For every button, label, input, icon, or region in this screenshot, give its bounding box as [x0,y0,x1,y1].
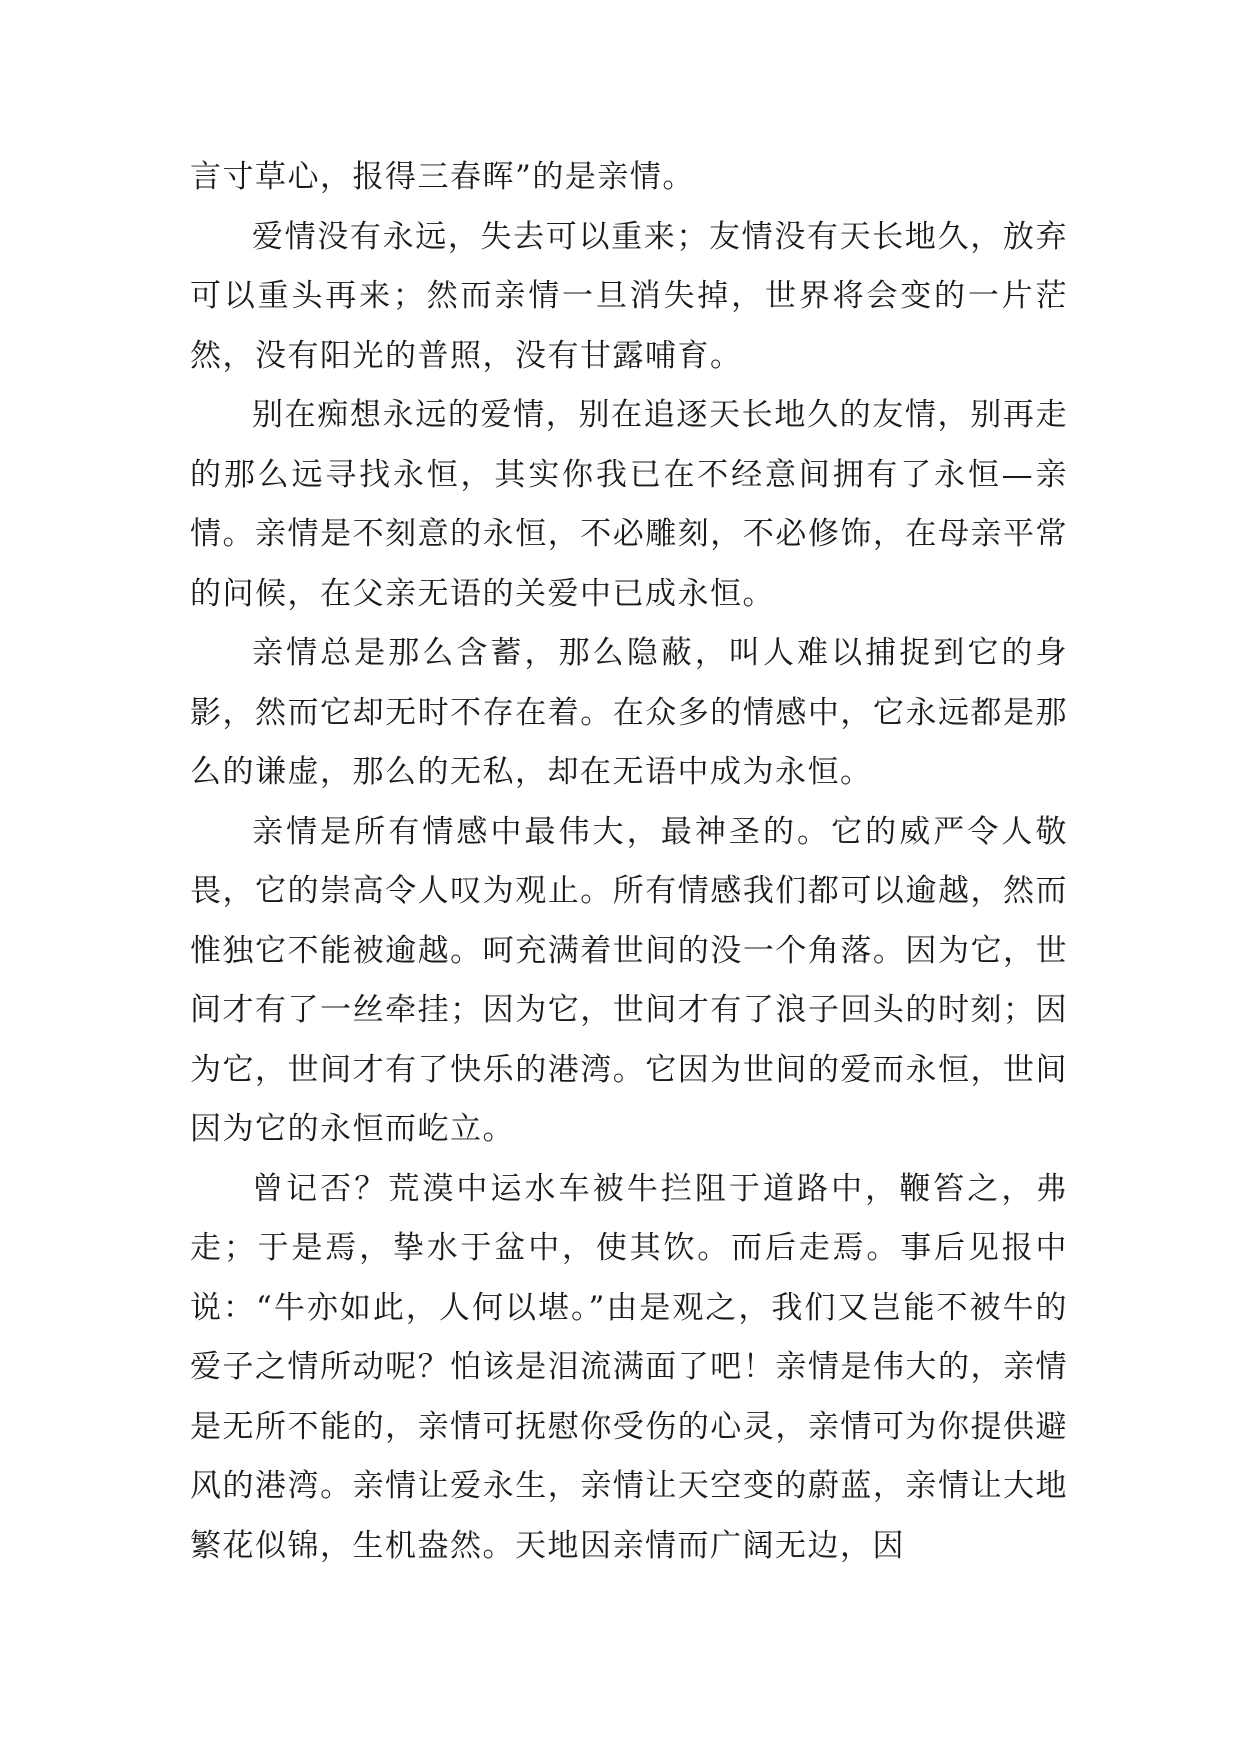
paragraph-5: 亲情是所有情感中最伟大，最神圣的。它的威严令人敬畏，它的崇高令人叹为观止。所有情感我们都可以逾越，然而惟独它不能被逾越。呵充满着世间的没一个角落。因为它，世间才有了一丝牵挂；因为它，世间才有了浪子回头的时刻；因为它，世间才有了快乐的港湾。它因为世间的爱而永恒，世间因为它的永恒而屹立。 [190,813,1068,1147]
paragraph-2: 爱情没有永远，失去可以重来；友情没有天长地久，放弃可以重头再来；然而亲情一旦消失掉，世界将会变的一片茫然，没有阳光的普照，没有甘露哺育。 [190,218,1068,374]
paragraph-4: 亲情总是那么含蓄，那么隐蔽，叫人难以捕捉到它的身影，然而它却无时不存在着。在众多的情感中，它永远都是那么的谦虚，那么的无私，却在无语中成为永恒。 [190,635,1068,790]
paragraph-3: 别在痴想永远的爱情，别在追逐天长地久的友情，别再走的那么远寻找永恒，其实你我已在不经意间拥有了永恒—亲情。亲情是不刻意的永恒，不必雕刻，不必修饰，在母亲平常的问候，在父亲无语的关爱中已成永恒。 [190,397,1068,612]
document-body [190,148,1068,1576]
paragraph-6: 曾记否？荒漠中运水车被牛拦阻于道路中，鞭笞之，弗走；于是焉，挚水于盆中，使其饮。而后走焉。事后见报中说：“牛亦如此，人何以堪。”由是观之，我们又岂能不被牛的爱子之情所动呢？怕该是泪流满面了吧！亲情是伟大的，亲情是无所不能的，亲情可抚慰你受伤的心灵，亲情可为你提供避风的港湾。亲情让爱永生，亲情让天空变的蔚蓝，亲情让大地繁花似锦，生机盎然。天地因亲情而广阔无边，因 [190,1170,1068,1564]
paragraph-1: 言寸草心，报得三春晖”的是亲情。 [190,159,695,195]
